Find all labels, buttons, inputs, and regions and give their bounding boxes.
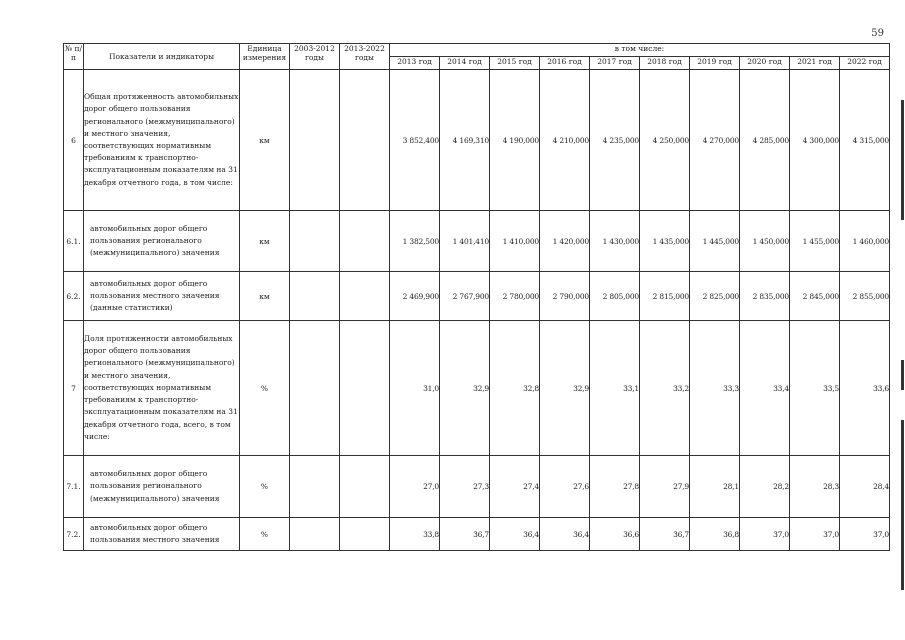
row-number: 6: [64, 70, 84, 211]
value-cell: 32,8: [490, 321, 540, 456]
value-cell: 37,0: [740, 518, 790, 551]
value-cell: 2 790,000: [540, 272, 590, 321]
value-cell: 1 401,410: [440, 211, 490, 272]
year-header: 2013 год: [390, 57, 440, 70]
empty-cell: [290, 456, 340, 518]
col-header-num: № п/п: [64, 44, 84, 70]
indicator-text: автомобильных дорог общего пользования местного значения (данные статистики): [84, 272, 240, 321]
value-cell: 1 410,000: [490, 211, 540, 272]
value-cell: 2 815,000: [640, 272, 690, 321]
value-cell: 1 435,000: [640, 211, 690, 272]
table-row: [64, 272, 890, 321]
value-cell: 36,7: [440, 518, 490, 551]
value-cell: 2 835,000: [740, 272, 790, 321]
row-number: 7: [64, 321, 84, 456]
header-row: [64, 44, 890, 57]
year-header: 2018 год: [640, 57, 690, 70]
empty-cell: [290, 211, 340, 272]
value-cell: 37,0: [790, 518, 840, 551]
year-header: 2020 год: [740, 57, 790, 70]
unit-cell: %: [240, 518, 290, 551]
unit-cell: км: [240, 70, 290, 211]
value-cell: 4 315,000: [840, 70, 890, 211]
page-number: 59: [871, 28, 884, 39]
value-cell: 33,3: [690, 321, 740, 456]
value-cell: 36,4: [490, 518, 540, 551]
value-cell: 36,7: [640, 518, 690, 551]
value-cell: 1 430,000: [590, 211, 640, 272]
value-cell: 4 285,000: [740, 70, 790, 211]
value-cell: 33,8: [390, 518, 440, 551]
value-cell: 4 235,000: [590, 70, 640, 211]
scan-mark: [901, 100, 904, 220]
value-cell: 2 825,000: [690, 272, 740, 321]
unit-cell: %: [240, 456, 290, 518]
value-cell: 36,8: [690, 518, 740, 551]
scan-mark: [901, 420, 904, 590]
row-number: 7.2.: [64, 518, 84, 551]
table-row: [64, 321, 890, 456]
year-header: 2021 год: [790, 57, 840, 70]
table-row: [64, 456, 890, 518]
value-cell: 4 300,000: [790, 70, 840, 211]
table-row: [64, 518, 890, 551]
year-header: 2016 год: [540, 57, 590, 70]
value-cell: 33,5: [790, 321, 840, 456]
value-cell: 2 845,000: [790, 272, 840, 321]
row-number: 6.2.: [64, 272, 84, 321]
year-header: 2014 год: [440, 57, 490, 70]
indicator-text: автомобильных дорог общего пользования местного значения: [84, 518, 240, 551]
empty-cell: [290, 70, 340, 211]
col-header-including: в том числе:: [390, 44, 890, 57]
col-header-unit: Единица измерения: [240, 44, 290, 70]
row-number: 7.1.: [64, 456, 84, 518]
value-cell: 1 460,000: [840, 211, 890, 272]
year-header: 2017 год: [590, 57, 640, 70]
indicator-text: автомобильных дорог общего пользования регионального (межмуниципального) значения: [84, 211, 240, 272]
value-cell: 3 852,400: [390, 70, 440, 211]
value-cell: 33,2: [640, 321, 690, 456]
value-cell: 31,0: [390, 321, 440, 456]
value-cell: 28,1: [690, 456, 740, 518]
value-cell: 2 780,000: [490, 272, 540, 321]
year-header: 2015 год: [490, 57, 540, 70]
empty-cell: [340, 272, 390, 321]
value-cell: 27,0: [390, 456, 440, 518]
scan-mark: [901, 360, 904, 390]
unit-cell: км: [240, 211, 290, 272]
value-cell: 4 210,000: [540, 70, 590, 211]
indicator-text: автомобильных дорог общего пользования регионального (межмуниципального) значения: [84, 456, 240, 518]
value-cell: 33,4: [740, 321, 790, 456]
value-cell: 36,6: [590, 518, 640, 551]
row-number: 6.1.: [64, 211, 84, 272]
value-cell: 2 855,000: [840, 272, 890, 321]
value-cell: 27,4: [490, 456, 540, 518]
empty-cell: [290, 272, 340, 321]
value-cell: 27,8: [590, 456, 640, 518]
value-cell: 33,6: [840, 321, 890, 456]
value-cell: 27,3: [440, 456, 490, 518]
empty-cell: [340, 321, 390, 456]
col-header-period-2003-2012: 2003-2012 годы: [290, 44, 340, 70]
year-header: 2019 год: [690, 57, 740, 70]
empty-cell: [290, 321, 340, 456]
value-cell: 1 450,000: [740, 211, 790, 272]
indicator-text: Общая протяженность автомобильных дорог общего пользования регионального (межмуниципального) и местного значения, соответствующих нормативным требованиям к транспортно-эксплуатационным показателям на 31 декабря отчетного года, в том числе:: [84, 70, 240, 211]
unit-cell: км: [240, 272, 290, 321]
value-cell: 1 455,000: [790, 211, 840, 272]
value-cell: 4 169,310: [440, 70, 490, 211]
table-row: [64, 70, 890, 211]
value-cell: 27,9: [640, 456, 690, 518]
value-cell: 4 190,000: [490, 70, 540, 211]
value-cell: 33,1: [590, 321, 640, 456]
col-header-period-2013-2022: 2013-2022 годы: [340, 44, 390, 70]
year-header: 2022 год: [840, 57, 890, 70]
col-header-indicator: Показатели и индикаторы: [84, 44, 240, 70]
value-cell: 37,0: [840, 518, 890, 551]
empty-cell: [340, 70, 390, 211]
value-cell: 2 805,000: [590, 272, 640, 321]
value-cell: 36,4: [540, 518, 590, 551]
table-row: [64, 211, 890, 272]
value-cell: 32,9: [440, 321, 490, 456]
value-cell: 28,4: [840, 456, 890, 518]
empty-cell: [290, 518, 340, 551]
value-cell: 1 382,500: [390, 211, 440, 272]
indicators-table: [63, 43, 890, 551]
value-cell: 27,6: [540, 456, 590, 518]
value-cell: 1 420,000: [540, 211, 590, 272]
value-cell: 2 767,900: [440, 272, 490, 321]
scan-edge-marks: [899, 60, 905, 600]
empty-cell: [340, 456, 390, 518]
empty-cell: [340, 211, 390, 272]
value-cell: 1 445,000: [690, 211, 740, 272]
value-cell: 4 270,000: [690, 70, 740, 211]
value-cell: 28,2: [740, 456, 790, 518]
empty-cell: [340, 518, 390, 551]
value-cell: 4 250,000: [640, 70, 690, 211]
indicator-text: Доля протяженности автомобильных дорог общего пользования регионального (межмуниципального) и местного значения, соответствующих нормативным требованиям к транспортно-эксплуатационным показателям на 31 декабря отчетного года, всего, в том числе:: [84, 321, 240, 456]
value-cell: 32,9: [540, 321, 590, 456]
value-cell: 28,3: [790, 456, 840, 518]
value-cell: 2 469,900: [390, 272, 440, 321]
unit-cell: %: [240, 321, 290, 456]
